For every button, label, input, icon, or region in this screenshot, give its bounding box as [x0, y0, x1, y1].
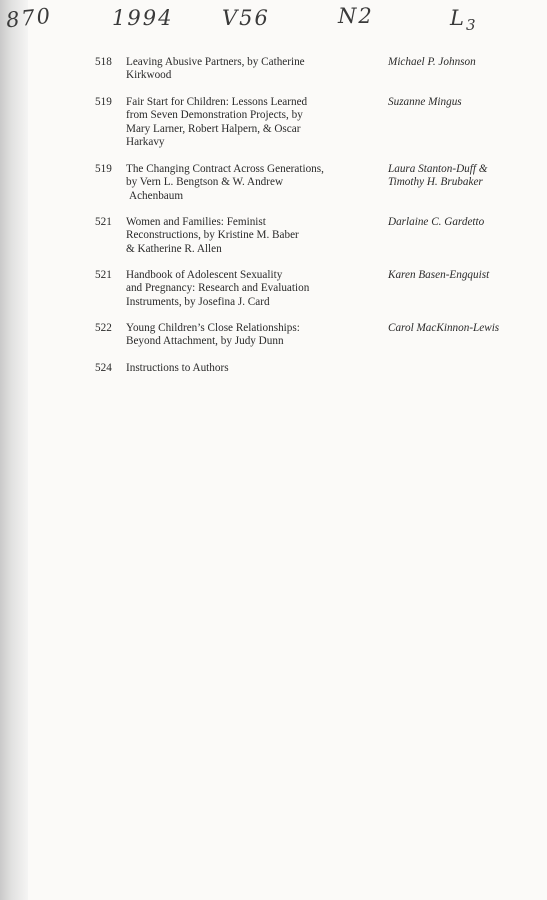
toc-title — [126, 362, 356, 375]
toc-page-number: 519 — [95, 96, 112, 108]
toc-entry — [0, 56, 547, 84]
toc-title-line: Young Children’s Close Relationships: — [126, 322, 300, 334]
toc-reviewer-line: Laura Stanton-Duff & — [388, 163, 488, 175]
toc-title-line: Fair Start for Children: Lessons Learned — [126, 96, 308, 108]
toc-reviewer — [388, 56, 528, 69]
toc-page-number: 522 — [95, 322, 112, 334]
toc-title-line: Achenbaum — [129, 189, 184, 202]
toc-page-number: 518 — [95, 56, 112, 68]
handwritten-call-number: 870 — [4, 3, 54, 33]
toc-title-line: Kirkwood — [126, 69, 172, 82]
toc-title-line: Harkavy — [126, 135, 165, 148]
toc-entry — [0, 269, 547, 311]
toc-entry — [0, 96, 547, 152]
toc-title — [126, 216, 356, 256]
toc-reviewer-line: Suzanne Mingus — [388, 96, 462, 108]
handwritten-level: $L_3$ — [450, 6, 478, 35]
toc-title-line: by Vern L. Bengtson & W. Andrew — [126, 176, 284, 189]
handwritten-volume: V56 — [222, 6, 270, 30]
toc-page-number: 521 — [95, 216, 112, 228]
toc-entry — [0, 216, 547, 258]
toc-page-number: 519 — [95, 163, 112, 175]
toc-title-line: and Pregnancy: Research and Evaluation — [126, 282, 310, 295]
toc-title-line: Handbook of Adolescent Sexuality — [126, 269, 283, 281]
toc-entry — [0, 362, 547, 376]
toc-title-line: Mary Larner, Robert Halpern, & Oscar — [126, 122, 301, 135]
toc-reviewer — [388, 269, 528, 282]
toc-reviewer-line: Carol MacKinnon-Lewis — [388, 322, 500, 334]
toc-title-line: Instructions to Authors — [126, 362, 229, 374]
toc-title — [126, 163, 356, 203]
toc-title-line: Women and Families: Feminist — [126, 216, 266, 228]
toc-title-line: Leaving Abusive Partners, by Catherine — [126, 56, 305, 68]
toc-title-line: The Changing Contract Across Generations, — [126, 163, 324, 175]
toc-reviewer — [388, 322, 528, 335]
toc-page-number: 521 — [95, 269, 112, 281]
toc-title — [126, 269, 356, 309]
toc-title-line: Instruments, by Josefina J. Card — [126, 295, 270, 308]
toc-reviewer-line: Karen Basen-Engquist — [388, 269, 490, 281]
toc-reviewer — [388, 96, 528, 109]
toc-page-number: 524 — [95, 362, 112, 374]
toc-title-line: from Seven Demonstration Projects, by — [126, 109, 303, 122]
toc-title-line: Beyond Attachment, by Judy Dunn — [126, 335, 284, 348]
toc-title-line: & Katherine R. Allen — [126, 242, 222, 255]
toc-title — [126, 56, 356, 83]
toc-title — [126, 322, 356, 349]
toc-reviewer-line: Darlaine C. Gardetto — [388, 216, 485, 228]
toc-title — [126, 96, 356, 149]
handwritten-number: N2 — [338, 4, 374, 28]
handwritten-annotation — [0, 0, 547, 40]
toc-title-line: Reconstructions, by Kristine M. Baber — [126, 229, 299, 242]
toc-reviewer — [388, 216, 528, 229]
toc-entry — [0, 322, 547, 350]
toc-reviewer-line: Michael P. Johnson — [388, 56, 476, 68]
handwritten-year: 1994 — [112, 6, 174, 30]
toc-reviewer-line: Timothy H. Brubaker — [388, 176, 483, 189]
toc-entry — [0, 163, 547, 205]
toc-reviewer — [388, 163, 528, 190]
